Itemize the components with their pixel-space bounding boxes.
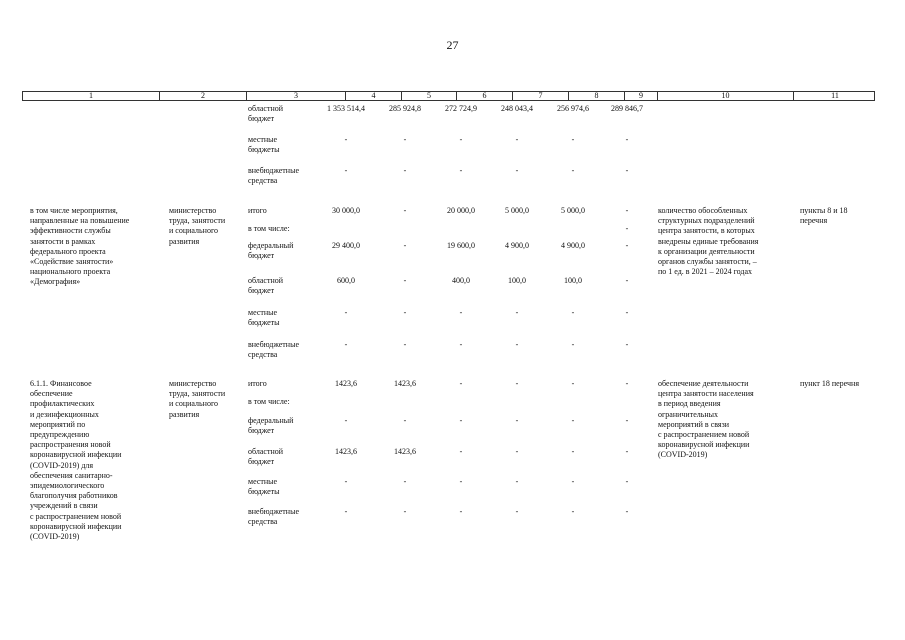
continuation-row-label: внебюджетные средства <box>248 166 299 186</box>
block2-reference: пункт 18 перечня <box>800 379 860 388</box>
continuation-value-col-7: - <box>515 166 519 175</box>
table-header-row <box>22 91 875 101</box>
block1-row-label: в том числе: <box>248 224 290 233</box>
block2-value-col-8: - <box>571 416 575 425</box>
block2-value-col-6: - <box>459 379 463 388</box>
block2-value-col-4: 1423,6 <box>335 447 357 456</box>
block1-value-col-5: - <box>403 340 407 349</box>
block2-value-col-7: - <box>515 379 519 388</box>
block1-value-col-6: 19 600,0 <box>447 241 475 250</box>
continuation-value-col-9: 289 846,7 <box>611 104 643 113</box>
block1-value-col-6: 20 000,0 <box>447 206 475 215</box>
block1-value-col-4: - <box>344 308 348 317</box>
block2-value-col-6: - <box>459 416 463 425</box>
block1-value-col-9: - <box>625 340 629 349</box>
block1-value-col-6: 400,0 <box>452 276 470 285</box>
block2-result: обеспечение деятельности центра занятости населения в период введения ограничительных мероприятий в связи с распространением новой коронавирусной инфекции (COVID-2019) <box>658 379 754 460</box>
header-col-1: 1 <box>23 91 160 101</box>
block2-value-col-4: - <box>344 507 348 516</box>
block1-row-label: местные бюджеты <box>248 308 280 328</box>
block2-value-col-7: - <box>515 507 519 516</box>
continuation-value-col-7: 248 043,4 <box>501 104 533 113</box>
block1-value-col-6: - <box>459 308 463 317</box>
continuation-value-col-6: - <box>459 135 463 144</box>
block2-value-col-4: - <box>344 416 348 425</box>
block1-value-col-6: - <box>459 340 463 349</box>
header-col-5: 5 <box>402 91 457 101</box>
block1-row-label: областной бюджет <box>248 276 284 296</box>
continuation-row-label: местные бюджеты <box>248 135 280 155</box>
block2-value-col-9: - <box>625 416 629 425</box>
block2-value-col-8: - <box>571 379 575 388</box>
continuation-value-col-5: 285 924,8 <box>389 104 421 113</box>
continuation-value-col-5: - <box>403 166 407 175</box>
block1-value-col-7: - <box>515 340 519 349</box>
block2-row-label: в том числе: <box>248 397 290 406</box>
header-col-4: 4 <box>346 91 402 101</box>
block1-value-col-9: - <box>625 276 629 285</box>
continuation-value-col-8: - <box>571 166 575 175</box>
header-col-8: 8 <box>569 91 625 101</box>
block2-value-col-5: 1423,6 <box>394 379 416 388</box>
block2-value-col-9: - <box>625 507 629 516</box>
header-col-11: 11 <box>831 91 839 100</box>
block1-value-col-8: - <box>571 308 575 317</box>
continuation-value-col-4: 1 353 514,4 <box>327 104 365 113</box>
continuation-row-label: областной бюджет <box>248 104 284 124</box>
block1-value-col-8: 5 000,0 <box>561 206 585 215</box>
header-col-10: 10 <box>658 91 794 101</box>
block1-executor: министерство труда, занятости и социального развития <box>169 206 226 246</box>
block1-value-col-4: 30 000,0 <box>332 206 360 215</box>
block2-value-col-8: - <box>571 507 575 516</box>
continuation-value-col-8: 256 974,6 <box>557 104 589 113</box>
block2-value-col-5: - <box>403 416 407 425</box>
block1-reference: пункты 8 и 18 перечня <box>800 206 848 226</box>
block1-value-col-8: - <box>571 340 575 349</box>
block2-row-label: местные бюджеты <box>248 477 280 497</box>
block1-value-col-9: - <box>625 241 629 250</box>
header-col-2: 2 <box>160 91 247 101</box>
block2-value-col-4: - <box>344 477 348 486</box>
block1-value-col-4: 29 400,0 <box>332 241 360 250</box>
block2-value-col-5: 1423,6 <box>394 447 416 456</box>
block2-value-col-7: - <box>515 416 519 425</box>
block1-value-col-7: 4 900,0 <box>505 241 529 250</box>
block1-result: количество обособленных структурных подразделений центра занятости, в которых внедрены единые требования к организации деятельности органов службы занятости, – по 1 ед. в 2021 – 2024 годах <box>658 206 759 277</box>
block2-value-col-8: - <box>571 477 575 486</box>
block2-value-col-4: 1423,6 <box>335 379 357 388</box>
block1-value-col-8: 4 900,0 <box>561 241 585 250</box>
continuation-value-col-8: - <box>571 135 575 144</box>
block2-value-col-9: - <box>625 477 629 486</box>
block2-executor: министерство труда, занятости и социального развития <box>169 379 226 419</box>
continuation-value-col-6: 272 724,9 <box>445 104 477 113</box>
header-col-6: 6 <box>457 91 513 101</box>
block1-value-col-5: - <box>403 308 407 317</box>
block1-value-col-4: - <box>344 340 348 349</box>
block1-value-col-5: - <box>403 206 407 215</box>
block2-value-col-6: - <box>459 507 463 516</box>
block2-value-col-6: - <box>459 447 463 456</box>
block2-row-label: внебюджетные средства <box>248 507 299 527</box>
block2-value-col-8: - <box>571 447 575 456</box>
block1-value-col-9: - <box>625 224 629 233</box>
header-col-3: 3 <box>247 91 346 101</box>
continuation-value-col-9: - <box>625 135 629 144</box>
block1-value-col-5: - <box>403 241 407 250</box>
continuation-value-col-9: - <box>625 166 629 175</box>
block2-value-col-6: - <box>459 477 463 486</box>
block1-value-col-4: 600,0 <box>337 276 355 285</box>
block1-value-col-5: - <box>403 276 407 285</box>
block2-value-col-5: - <box>403 477 407 486</box>
block2-row-label: итого <box>248 379 267 388</box>
continuation-value-col-6: - <box>459 166 463 175</box>
block1-value-col-9: - <box>625 206 629 215</box>
block2-value-col-9: - <box>625 447 629 456</box>
block1-value-col-7: - <box>515 308 519 317</box>
block2-measure: 6.1.1. Финансовое обеспечение профилактических и дезинфекционных мероприятий по предупреждению распространения новой коронавирусной инфекции (COVID-2019) для обеспечения санитарно- эпидемиологического благополучия работников учреждений в связи с распространением новой коронавирусной инфекции (COVID-2019) <box>30 379 122 542</box>
continuation-value-col-7: - <box>515 135 519 144</box>
block1-value-col-8: 100,0 <box>564 276 582 285</box>
continuation-value-col-4: - <box>344 166 348 175</box>
block2-value-col-7: - <box>515 447 519 456</box>
block1-value-col-9: - <box>625 308 629 317</box>
block2-row-label: областной бюджет <box>248 447 284 467</box>
block2-value-col-9: - <box>625 379 629 388</box>
continuation-value-col-4: - <box>344 135 348 144</box>
header-col-9: 9 <box>625 91 658 101</box>
continuation-value-col-5: - <box>403 135 407 144</box>
block1-value-col-7: 5 000,0 <box>505 206 529 215</box>
block2-value-col-5: - <box>403 507 407 516</box>
page-number: 27 <box>446 38 459 52</box>
header-col-7: 7 <box>513 91 569 101</box>
block1-row-label: внебюджетные средства <box>248 340 299 360</box>
block1-value-col-7: 100,0 <box>508 276 526 285</box>
block1-row-label: итого <box>248 206 267 215</box>
block2-value-col-7: - <box>515 477 519 486</box>
block1-measure: в том числе мероприятия, направленные на повышение эффективности службы занятости в рамках федерального проекта «Содействие занятости» национального проекта «Демография» <box>30 206 130 287</box>
block1-row-label: федеральный бюджет <box>248 241 294 261</box>
block2-row-label: федеральный бюджет <box>248 416 294 436</box>
